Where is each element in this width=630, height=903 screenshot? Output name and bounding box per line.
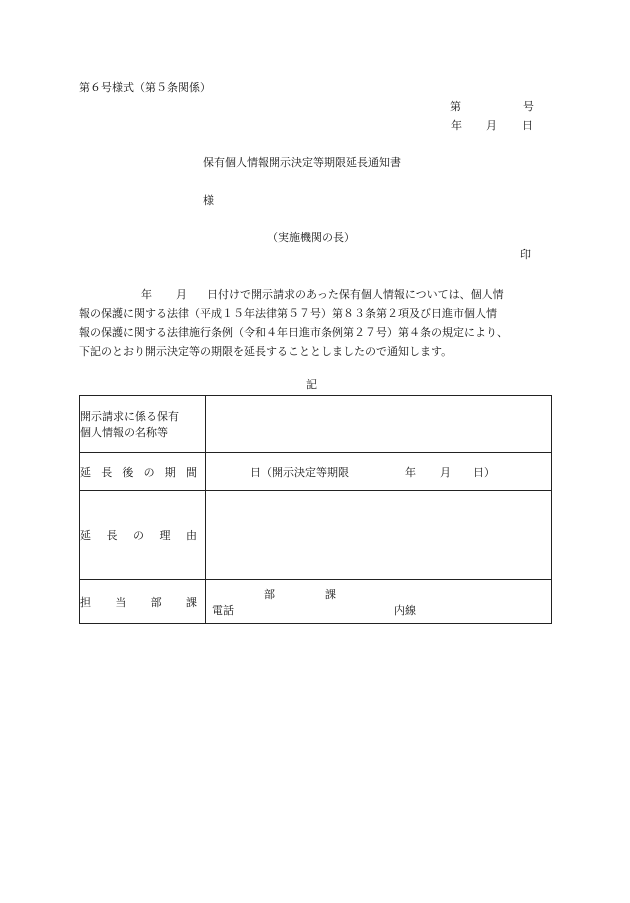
table-row-department — [80, 580, 552, 624]
label-char: 延 — [80, 465, 91, 479]
body-year: 年 — [141, 288, 152, 301]
extension-label: 内線 — [394, 603, 416, 617]
label-extension-reason — [80, 491, 206, 580]
body-line-4: 下記のとおり開示決定等の期限を延長することとしましたので通知します。 — [79, 345, 453, 358]
table-row-extended-period — [80, 453, 552, 491]
label-char: 部 — [150, 595, 162, 609]
label-char: の — [143, 465, 155, 479]
body-line-2: 報の保護に関する法律（平成１５年法律第５７号）第８３条第２項及び日進市個人情 — [79, 307, 497, 320]
extended-period-month: 月 — [440, 465, 451, 479]
table-row-extension-reason — [80, 491, 552, 580]
label-requested-info-line-1: 開示請求に係る保有 — [80, 410, 179, 423]
date-day: 日 — [522, 119, 533, 132]
addressee-suffix: 様 — [203, 194, 214, 207]
label-department — [80, 580, 206, 624]
ki-heading: 記 — [306, 378, 317, 391]
label-char: 間 — [185, 465, 197, 479]
label-requested-info — [80, 396, 206, 453]
date-month: 月 — [486, 119, 497, 132]
value-department[interactable] — [206, 580, 552, 624]
label-char: 担 — [80, 595, 91, 609]
label-char: 課 — [185, 595, 197, 609]
date-year: 年 — [451, 119, 462, 132]
label-char: 延 — [80, 529, 91, 542]
department-ka: 課 — [325, 587, 336, 601]
reference-number-prefix: 第 — [450, 100, 461, 113]
value-extended-period[interactable] — [206, 453, 552, 491]
label-char: 長 — [106, 529, 118, 542]
label-char: 長 — [101, 465, 113, 479]
document-title: 保有個人情報開示決定等期限延長通知書 — [203, 156, 401, 169]
body-paragraph — [79, 285, 554, 361]
label-char: 由 — [186, 529, 197, 542]
sender-title: （実施機関の長） — [267, 231, 355, 244]
value-extension-reason[interactable] — [206, 491, 552, 580]
label-requested-info-line-2: 個人情報の名称等 — [80, 426, 168, 439]
reference-number-suffix: 号 — [523, 100, 534, 113]
body-month: 月 — [176, 288, 187, 301]
form-number: 第６号様式（第５条関係） — [79, 81, 211, 94]
seal-mark: 印 — [520, 248, 531, 261]
body-line-1 — [79, 285, 554, 304]
extended-period-year: 年 — [405, 465, 416, 479]
table-row-requested-info — [80, 396, 552, 453]
body-line-3: 報の保護に関する法律施行条例（令和４年日進市条例第２７号）第４条の規定により、 — [79, 326, 508, 339]
extended-period-day: 日（開示決定等期限 — [250, 465, 349, 479]
label-char: 後 — [122, 465, 134, 479]
label-extended-period — [80, 453, 206, 491]
details-table — [79, 395, 552, 624]
label-char: 期 — [164, 465, 176, 479]
label-char: 当 — [115, 595, 127, 609]
label-char: の — [133, 529, 144, 542]
extended-period-day-close: 日） — [473, 465, 495, 479]
value-requested-info[interactable] — [206, 396, 552, 453]
body-line-1-text: 日付けで開示請求のあった保有個人情報については、個人情 — [207, 288, 504, 301]
department-bu: 部 — [264, 587, 275, 601]
label-char: 理 — [159, 529, 171, 542]
phone-label: 電話 — [212, 603, 234, 617]
